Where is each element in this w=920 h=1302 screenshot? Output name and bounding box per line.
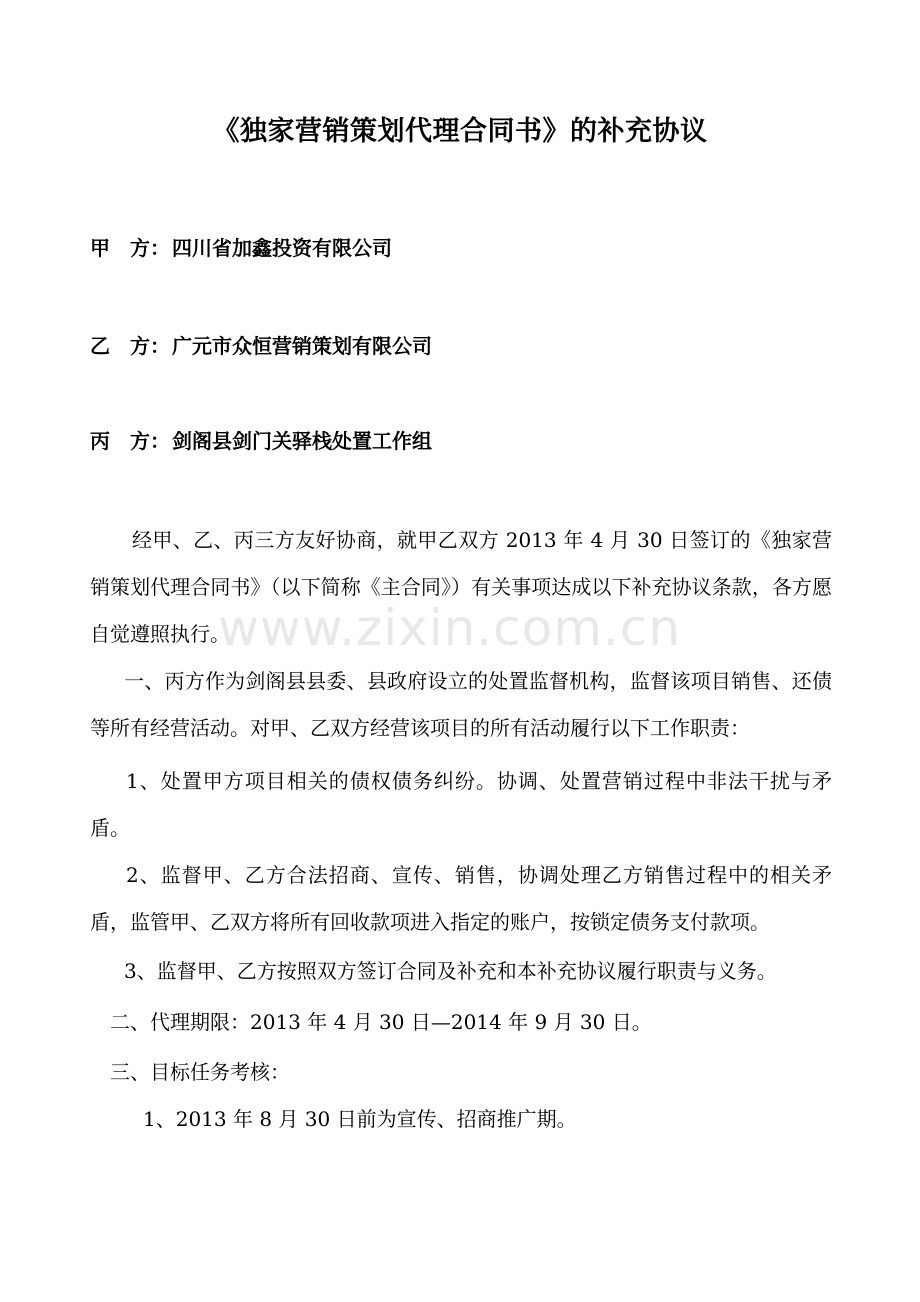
party-c-role: 丙 方： bbox=[90, 429, 170, 453]
intro-paragraph: 经甲、乙、丙三方友好协商，就甲乙双方 2013 年 4 月 30 日签订的《独家营销策划代理合同书》（以下简称《主合同》）有关事项达成以下补充协议条款，各方愿自觉遵照执行。 bbox=[90, 528, 832, 646]
party-a bbox=[90, 233, 392, 263]
party-b bbox=[90, 331, 432, 361]
party-c bbox=[90, 426, 432, 456]
clause-3-paragraph: 三、目标任务考核： bbox=[110, 1060, 290, 1084]
party-a-name: 四川省加鑫投资有限公司 bbox=[172, 236, 392, 260]
party-b-name: 广元市众恒营销策划有限公司 bbox=[172, 334, 432, 358]
clause-2-paragraph: 二、代理期限：2013 年 4 月 30 日—2014 年 9 月 30 日。 bbox=[110, 1010, 652, 1034]
watermark: www.zixin.com.cn bbox=[218, 599, 682, 657]
clause-1-item-3: 3、监督甲、乙方按照双方签订合同及补充和本补充协议履行职责与义务。 bbox=[124, 959, 777, 983]
clause-1-item-2: 2、监督甲、乙方合法招商、宣传、销售，协调处理乙方销售过程中的相关矛盾，监管甲、乙双方将所有回收款项进入指定的账户，按锁定债务支付款项。 bbox=[90, 863, 832, 934]
party-c-name: 剑阁县剑门关驿栈处置工作组 bbox=[172, 429, 432, 453]
clause-3-item-1: 1、2013 年 8 月 30 日前为宣传、招商推广期。 bbox=[143, 1107, 577, 1131]
clause-1-paragraph: 一、丙方作为剑阁县县委、县政府设立的处置监督机构，监督该项目销售、还债等所有经营活动。对甲、乙双方经营该项目的所有活动履行以下工作职责： bbox=[90, 669, 832, 740]
document-title: 《独家营销策划代理合同书》的补充协议 bbox=[212, 116, 708, 147]
clause-1-item-1: 1、处置甲方项目相关的债权债务纠纷。协调、处置营销过程中非法干扰与矛盾。 bbox=[90, 769, 832, 840]
party-b-role: 乙 方： bbox=[90, 334, 170, 358]
party-a-role: 甲 方： bbox=[90, 236, 170, 260]
